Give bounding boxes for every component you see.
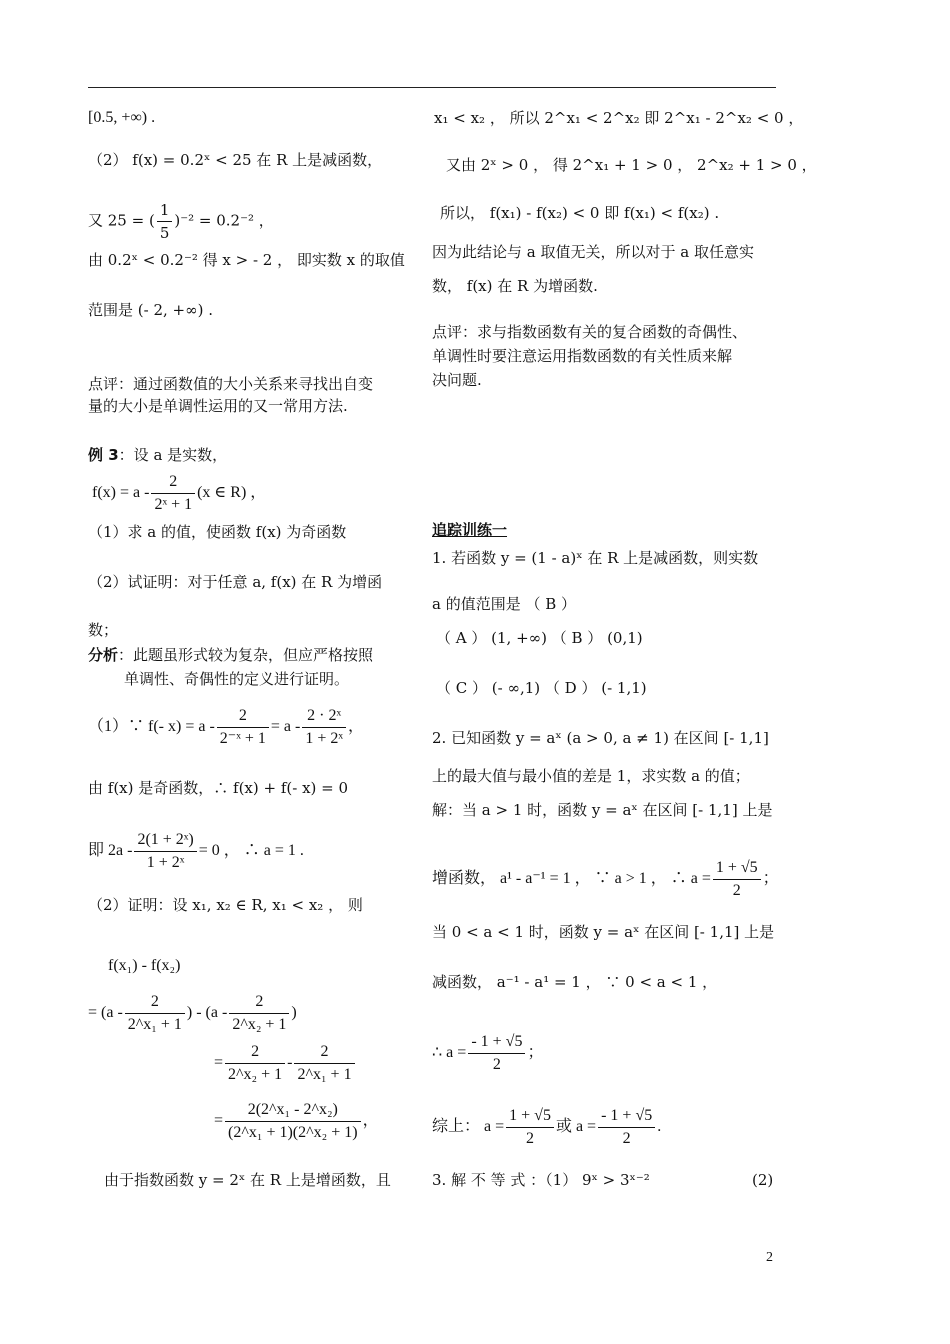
difference-expand-1 <box>88 992 297 1035</box>
equation-25 <box>88 200 274 243</box>
inequality-line: 由 0.2ˣ < 0.2⁻² 得 x > - 2 ， 即实数 x 的取值 <box>88 251 405 269</box>
frac-denominator: 2 <box>492 1056 501 1073</box>
t2h-fraction-1 <box>506 1106 554 1149</box>
frac-denominator: 2 <box>526 1130 535 1147</box>
difference-expand-2 <box>214 1042 357 1085</box>
r-line-2: 又由 2ˣ > 0 ， 得 2^x₁ + 1 > 0 ， 2^x₂ + 1 > 0 ， <box>446 156 817 174</box>
p6-a: = (a - <box>88 1004 123 1022</box>
training-q3-part2: (2) <box>752 1171 774 1189</box>
training-q2-case1: 解：当 a > 1 时，函数 y = aˣ 在区间 [- 1,1] 上是 <box>432 801 773 819</box>
frac-numerator: 2(1 + 2ˣ) <box>134 830 196 852</box>
frac-numerator: 2 <box>225 1042 285 1064</box>
p6-fraction-1 <box>125 992 185 1035</box>
comment-line-1: 点评：通过函数值的大小关系来寻找出自变 <box>88 375 374 393</box>
frac-numerator: 1 <box>157 200 173 222</box>
training-q1-options-cd: （ C ） (- ∞,1) （ D ） (- 1,1) <box>436 679 647 697</box>
training-q2-cont: 上的最大值与最小值的差是 1，求实数 a 的值； <box>432 767 750 785</box>
training-q1-range: a 的值范围是 （ B ） <box>432 595 577 613</box>
r-line-4: 因为此结论与 a 取值无关，所以对于 a 取任意实 <box>432 243 754 261</box>
frac-denominator: 1 + 2ˣ <box>146 854 185 871</box>
frac-denominator: 2⁻ˣ + 1 <box>219 730 266 747</box>
training-q3: 3. 解 不 等 式 ：（1） 9ˣ > 3ˣ⁻² <box>432 1171 650 1189</box>
p8-a: = <box>214 1112 224 1130</box>
frac-denominator: 1 + 2ˣ <box>305 730 343 747</box>
t2h-mid: 或 a = <box>555 1118 597 1136</box>
frac-numerator: 2(2^x₁ - 2^x₂) <box>225 1100 361 1122</box>
range-line: 范围是 (- 2, +∞) . <box>88 301 213 319</box>
r-comment-3: 决问题. <box>432 371 482 389</box>
question-2-cont: 数； <box>88 621 119 639</box>
p3-fraction <box>134 830 196 873</box>
solve-a-line <box>88 830 304 873</box>
t2d-prefix: 增函数， a¹ - a⁻¹ = 1 ， ∵ a > 1 ， ∴ a = <box>432 870 711 888</box>
example-text: ：设 a 是实数， <box>118 446 228 464</box>
training-q2: 2. 已知函数 y = aˣ (a > 0, a ≠ 1) 在区间 [- 1,1] <box>432 729 769 747</box>
step-2-line: （2） f(x) = 0.2ˣ < 25 在 R 上是减函数， <box>88 151 383 169</box>
frac-numerator: 2 <box>217 706 269 728</box>
fx-suffix: (x ∈ R) ， <box>197 484 267 502</box>
frac-numerator: 2 <box>125 992 185 1014</box>
frac-numerator: 2 <box>294 1042 354 1064</box>
analysis-text: ：此题虽形式较为复杂，但应严格按照 <box>118 646 374 664</box>
range-result: [0.5, +∞) . <box>88 109 156 126</box>
example-3-heading <box>88 445 227 465</box>
frac-numerator: 1 + √5 <box>506 1106 554 1128</box>
p6-b: ) - (a - <box>186 1004 228 1022</box>
p1-fraction-2 <box>302 706 346 749</box>
t2d-suffix: ； <box>762 870 779 888</box>
training-q2-case1-result <box>432 858 779 901</box>
eq-suffix: )⁻² = 0.2⁻² ， <box>174 211 274 230</box>
header-rule <box>88 87 776 88</box>
fx-prefix: f(x) = a - <box>92 484 150 502</box>
frac-numerator: - 1 + √5 <box>468 1032 525 1054</box>
r-comment-2: 单调性时要注意运用指数函数的有关性质来解 <box>432 347 733 365</box>
training-q1: 1. 若函数 y = (1 - a)ˣ 在 R 上是减函数，则实数 <box>432 549 759 567</box>
frac-numerator: 2 · 2ˣ <box>302 706 346 728</box>
p1-suffix: ， <box>347 718 364 736</box>
fraction-one-fifth <box>157 200 173 243</box>
difference-line: f(x₁) - f(x₂) <box>108 957 181 974</box>
p1-prefix: （1）∵ f(- x) = a - <box>88 718 215 736</box>
r-line-3: 所以， f(x₁) - f(x₂) < 0 即 f(x₁) < f(x₂) . <box>440 204 720 222</box>
exponential-increasing-line: 由于指数函数 y = 2ˣ 在 R 上是增函数，且 <box>104 1171 391 1189</box>
t2h-suffix: . <box>657 1118 662 1136</box>
fx-fraction <box>151 472 195 515</box>
question-2: （2）试证明：对于任意 a, f(x) 在 R 为增函 <box>88 573 383 591</box>
comment-line-2: 量的大小是单调性运用的又一常用方法. <box>88 397 348 415</box>
t2g-fraction <box>468 1032 525 1075</box>
frac-denominator: 2^x₂ + 1 <box>232 1016 287 1033</box>
frac-denominator: 2^x₁ + 1 <box>297 1066 352 1083</box>
frac-denominator: 2ˣ + 1 <box>154 496 193 513</box>
p7-fraction-2 <box>294 1042 354 1085</box>
difference-expand-3 <box>214 1100 379 1143</box>
r-line-1: x₁ < x₂ ， 所以 2^x₁ < 2^x₂ 即 2^x₁ - 2^x₂ < 0 ， <box>434 109 804 127</box>
eq-prefix: 又 25 = ( <box>88 211 155 230</box>
p8-b: ， <box>362 1112 379 1130</box>
function-definition <box>92 472 266 515</box>
training-q2-summary <box>432 1106 661 1149</box>
p3-prefix: 即 2a - <box>88 842 133 860</box>
p8-fraction <box>225 1100 361 1143</box>
frac-denominator: 2^x₂ + 1 <box>228 1066 283 1083</box>
training-q2-case2: 当 0 < a < 1 时，函数 y = aˣ 在区间 [- 1,1] 上是 <box>432 923 775 941</box>
frac-numerator: 2 <box>229 992 289 1014</box>
t2h-fraction-2 <box>598 1106 655 1149</box>
frac-denominator: 5 <box>159 224 170 242</box>
p7-b: - <box>287 1054 293 1072</box>
training-q2-case2-result <box>432 1032 543 1075</box>
p6-fraction-2 <box>229 992 289 1035</box>
t2g-suffix: ； <box>527 1044 544 1062</box>
example-label: 例 3 <box>88 446 119 464</box>
frac-numerator: - 1 + √5 <box>598 1106 655 1128</box>
frac-denominator: 2 <box>622 1130 631 1147</box>
frac-denominator: (2^x₁ + 1)(2^x₂ + 1) <box>228 1124 358 1141</box>
analysis-label: 分析 <box>88 646 119 664</box>
question-1: （1）求 a 的值，使函数 f(x) 为奇函数 <box>88 523 347 541</box>
r-comment-1: 点评：求与指数函数有关的复合函数的奇偶性、 <box>432 323 748 341</box>
p6-c: ) <box>291 1004 297 1022</box>
r-line-5: 数， f(x) 在 R 为增函数. <box>432 277 598 295</box>
analysis-text-2: 单调性、奇偶性的定义进行证明。 <box>124 670 350 688</box>
proof-1-line <box>88 706 364 749</box>
p1-fraction-1 <box>217 706 269 749</box>
p1-mid: = a - <box>270 718 301 736</box>
training-title: 追踪训练一 <box>432 521 508 539</box>
analysis-heading <box>88 645 373 665</box>
p7-fraction-1 <box>225 1042 285 1085</box>
p7-a: = <box>214 1054 224 1072</box>
frac-numerator: 2 <box>151 472 195 494</box>
frac-denominator: 2^x₁ + 1 <box>127 1016 182 1033</box>
training-q2-case2-cont: 减函数， a⁻¹ - a¹ = 1 ， ∵ 0 < a < 1 ， <box>432 973 718 991</box>
odd-function-line: 由 f(x) 是奇函数，∴ f(x) + f(- x) = 0 <box>88 779 349 797</box>
proof-2-line: （2）证明：设 x₁, x₂ ∈ R, x₁ < x₂ ， 则 <box>88 896 363 914</box>
training-q1-options-ab: （ A ） (1, +∞) （ B ） (0,1) <box>436 629 643 647</box>
t2d-fraction <box>713 858 761 901</box>
page-number: 2 <box>766 1250 773 1265</box>
t2g-prefix: ∴ a = <box>432 1044 467 1062</box>
frac-numerator: 1 + √5 <box>713 858 761 880</box>
t2h-prefix: 综上： a = <box>432 1118 505 1136</box>
p3-suffix: = 0 ， ∴ a = 1 . <box>198 842 304 860</box>
frac-denominator: 2 <box>732 882 741 899</box>
